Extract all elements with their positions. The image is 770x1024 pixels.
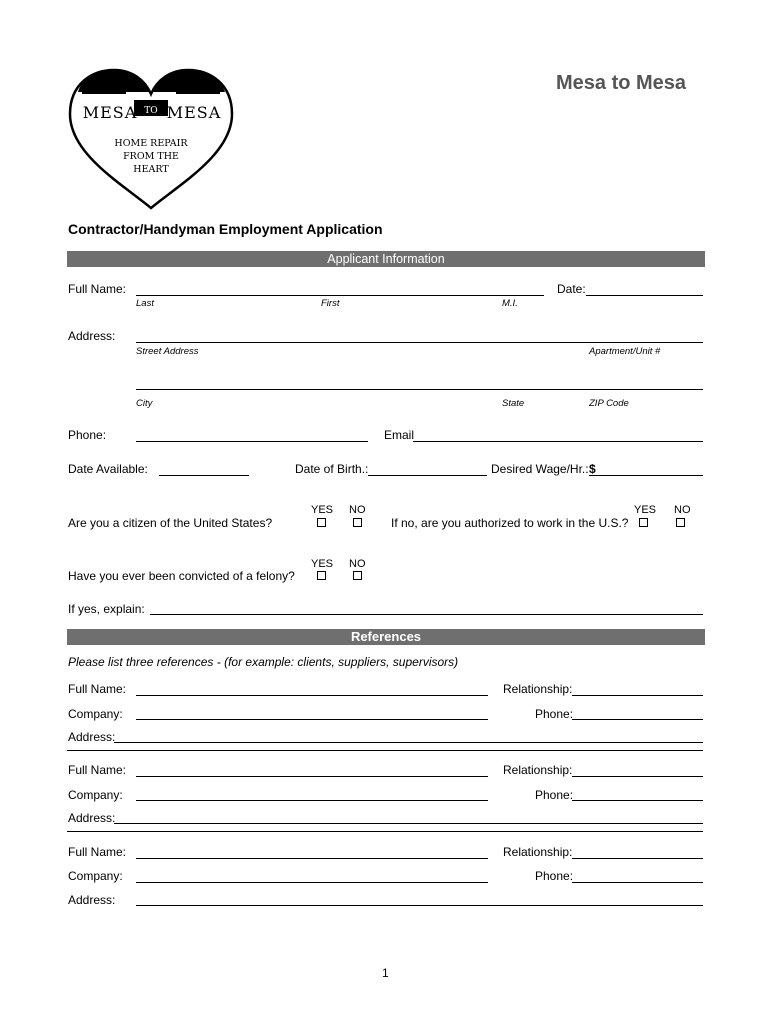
sub-apt: Apartment/Unit # (589, 346, 661, 357)
svg-text:MESA: MESA (82, 103, 138, 122)
wage-symbol: $ (589, 462, 596, 476)
yes-label: YES (634, 504, 657, 516)
ref3-phone-field[interactable] (572, 882, 703, 883)
felony-question: Have you ever been convicted of a felony? (68, 569, 295, 583)
ref1-divider (67, 750, 703, 751)
date-field[interactable] (586, 295, 703, 296)
explain-label: If yes, explain: (68, 602, 145, 616)
full-name-label: Full Name: (68, 282, 127, 296)
sub-mi: M.I. (502, 298, 518, 309)
references-instructions: Please list three references - (for example: clients, suppliers, supervisors) (68, 655, 459, 669)
phone-field[interactable] (136, 441, 368, 442)
ref2-divider (67, 831, 703, 832)
ref3-phone-label: Phone: (535, 869, 574, 883)
svg-text:MESA: MESA (166, 103, 222, 122)
dob-label: Date of Birth.: (295, 462, 369, 476)
felony-no-checkbox[interactable] (353, 571, 362, 580)
sub-street: Street Address (136, 346, 199, 357)
logo (62, 62, 240, 210)
explain-field[interactable] (150, 614, 703, 615)
ref1-company-label: Company: (68, 707, 123, 721)
ref2-full-name-field[interactable] (136, 776, 488, 777)
page-number: 1 (382, 966, 389, 980)
citizen-no-checkbox[interactable] (353, 518, 362, 527)
wage-field[interactable] (589, 475, 703, 476)
date-available-field[interactable] (159, 475, 249, 476)
ref2-address-label: Address: (68, 811, 116, 825)
yes-label: YES (311, 558, 334, 570)
authorized-yes-checkbox[interactable] (639, 518, 648, 527)
authorized-no-checkbox[interactable] (676, 518, 685, 527)
ref2-company-label: Company: (68, 788, 123, 802)
felony-yes-checkbox[interactable] (317, 571, 326, 580)
citizen-yes-checkbox[interactable] (317, 518, 326, 527)
ref3-relationship-field[interactable] (572, 858, 703, 859)
no-label: NO (674, 504, 691, 516)
sub-state: State (502, 398, 525, 409)
full-name-field[interactable] (136, 295, 544, 296)
yes-label: YES (311, 504, 334, 516)
section-bar-references: References (67, 629, 705, 645)
address-label: Address: (68, 329, 116, 343)
svg-text:HEART: HEART (133, 164, 169, 175)
ref3-company-field[interactable] (136, 882, 488, 883)
ref1-address-field[interactable] (114, 742, 703, 743)
ref3-address-field[interactable] (136, 905, 703, 906)
dob-field[interactable] (368, 475, 487, 476)
ref1-relationship-label: Relationship: (503, 682, 573, 696)
email-label: Email (384, 428, 415, 442)
date-available-label: Date Available: (68, 462, 148, 476)
ref2-relationship-label: Relationship: (503, 763, 573, 777)
heart-logo-icon (62, 62, 240, 210)
ref3-address-label: Address: (68, 893, 116, 907)
no-label: NO (349, 558, 366, 570)
wage-label: Desired Wage/Hr.: (491, 462, 589, 476)
date-label: Date: (557, 282, 586, 296)
ref1-relationship-field[interactable] (572, 695, 703, 696)
email-field[interactable] (413, 441, 703, 442)
sub-zip: ZIP Code (589, 398, 629, 409)
city-state-zip-field[interactable] (136, 389, 703, 390)
ref3-full-name-label: Full Name: (68, 845, 127, 859)
ref3-relationship-label: Relationship: (503, 845, 573, 859)
ref2-phone-field[interactable] (572, 800, 703, 801)
street-address-field[interactable] (136, 342, 703, 343)
svg-text:FROM THE: FROM THE (123, 151, 179, 162)
svg-text:TO: TO (144, 106, 158, 116)
citizen-question: Are you a citizen of the United States? (68, 516, 273, 530)
sub-first: First (321, 298, 340, 309)
no-label: NO (349, 504, 366, 516)
org-name: Mesa to Mesa (556, 72, 687, 94)
ref2-company-field[interactable] (136, 800, 488, 801)
ref3-company-label: Company: (68, 869, 123, 883)
ref2-full-name-label: Full Name: (68, 763, 127, 777)
ref2-phone-label: Phone: (535, 788, 574, 802)
ref1-address-label: Address: (68, 730, 116, 744)
ref3-full-name-field[interactable] (136, 858, 488, 859)
section-bar-applicant: Applicant Information (67, 251, 705, 267)
ref1-company-field[interactable] (136, 719, 488, 720)
ref1-phone-label: Phone: (535, 707, 574, 721)
ref1-full-name-field[interactable] (136, 695, 488, 696)
sub-city: City (136, 398, 153, 409)
ref2-relationship-field[interactable] (572, 776, 703, 777)
phone-label: Phone: (68, 428, 107, 442)
ref1-full-name-label: Full Name: (68, 682, 127, 696)
ref1-phone-field[interactable] (572, 719, 703, 720)
ref2-address-field[interactable] (114, 823, 703, 824)
authorized-question: If no, are you authorized to work in the U.S.? (391, 516, 629, 530)
form-title: Contractor/Handyman Employment Application (68, 221, 383, 237)
sub-last: Last (136, 298, 154, 309)
svg-text:HOME REPAIR: HOME REPAIR (114, 138, 188, 149)
